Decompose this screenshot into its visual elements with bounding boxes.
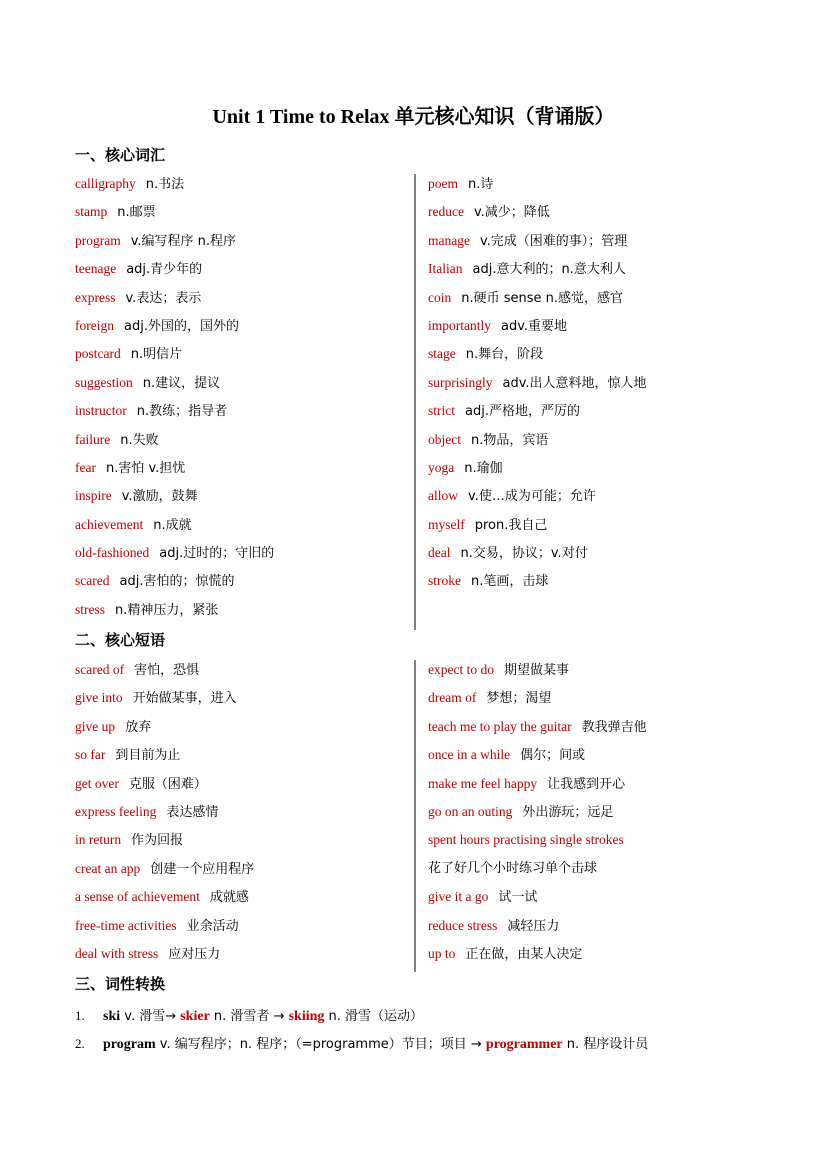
vocab-item	[428, 284, 647, 312]
item-number: 2.	[75, 1036, 85, 1051]
vocab-term: deal	[428, 545, 451, 561]
phrase-item	[428, 656, 647, 684]
vocab-heading: 一、核心词汇	[75, 146, 166, 164]
phrase-meaning: 创建一个应用程序	[150, 861, 255, 877]
vocab-term: strict	[428, 403, 455, 419]
phrase-meaning: 害怕，恐惧	[134, 663, 200, 678]
vocab-divider	[414, 174, 416, 630]
vocab-item	[428, 567, 647, 595]
phrase-item	[428, 741, 647, 769]
phrase-term: free-time activities	[75, 917, 177, 933]
vocab-item	[428, 426, 647, 454]
vocab-term: foreign	[75, 317, 114, 333]
vocab-meaning: n.害怕 v.担忧	[105, 460, 186, 476]
base-word: ski	[103, 1009, 121, 1024]
vocab-term: achievement	[75, 516, 144, 532]
vocab-term: instructor	[75, 403, 127, 419]
phrase-term: spent hours practising single strokes	[428, 832, 624, 848]
vocab-term: surprisingly	[428, 374, 493, 390]
page-title: Unit 1 Time to Relax 单元核心知识（背诵版）	[212, 106, 615, 128]
vocab-term: stamp	[75, 204, 108, 220]
vocab-term: stage	[428, 346, 456, 362]
definition: n. 滑雪者 →	[209, 1009, 289, 1024]
vocab-item	[428, 227, 647, 255]
definition: v. 编写程序；n. 程序；（=programme）节目；项目 →	[155, 1037, 486, 1052]
definition: v. 滑雪→	[120, 1009, 181, 1024]
vocab-item	[75, 284, 274, 312]
vocab-term: calligraphy	[75, 176, 136, 191]
phrase-term: teach me to play the guitar	[428, 718, 572, 734]
vocab-item	[75, 198, 274, 226]
vocab-left-column	[75, 170, 274, 624]
vocab-item	[75, 340, 274, 368]
phrase-heading: 二、核心短语	[75, 631, 166, 649]
vocab-right-column	[428, 170, 647, 596]
phrase-term: give it a go	[428, 889, 489, 905]
phrase-item	[75, 656, 254, 684]
word-form-item	[75, 1033, 648, 1053]
vocab-item	[75, 227, 274, 255]
vocab-meaning: v.编写程序 n.程序	[130, 233, 237, 249]
phrase-meaning: 外出游玩；远足	[522, 804, 614, 820]
vocab-meaning: n.失败	[120, 432, 159, 448]
phrase-item	[428, 883, 647, 911]
vocab-term: myself	[428, 516, 465, 532]
vocab-meaning: adv.重要地	[501, 318, 568, 334]
vocab-meaning: adj.过时的；守旧的	[159, 546, 275, 562]
vocab-term: failure	[75, 431, 111, 447]
vocab-term: express	[75, 289, 116, 305]
phrase-item	[428, 940, 647, 968]
phrase-divider	[414, 660, 416, 972]
vocab-term: Italian	[428, 261, 463, 277]
phrase-item	[75, 883, 254, 911]
phrase-term: scared of	[75, 662, 125, 677]
phrase-item	[75, 684, 254, 712]
phrase-term: give into	[75, 690, 123, 706]
phrase-term: go on an outing	[428, 803, 513, 819]
vocab-term: manage	[428, 232, 470, 248]
phrase-term: reduce stress	[428, 917, 498, 933]
vocab-item	[75, 482, 274, 510]
vocab-term: program	[75, 232, 121, 248]
vocab-item	[428, 255, 647, 283]
phrase-meaning: 克服（困难）	[128, 776, 207, 792]
vocab-term: suggestion	[75, 374, 133, 390]
vocab-item	[428, 511, 647, 539]
vocab-item	[75, 596, 274, 624]
vocab-meaning: adj.青少年的	[126, 262, 203, 278]
vocab-item	[428, 482, 647, 510]
item-number: 1.	[75, 1008, 85, 1023]
phrase-term: get over	[75, 775, 119, 791]
vocab-meaning: v.激励，鼓舞	[121, 489, 198, 505]
vocab-meaning: adj.严格地，严厉的	[465, 404, 580, 420]
vocab-meaning: n.诗	[468, 177, 494, 192]
vocab-term: fear	[75, 459, 96, 475]
definition: n. 程序设计员	[562, 1037, 649, 1052]
vocab-term: inspire	[75, 488, 112, 504]
vocab-meaning: v.减少；降低	[473, 205, 550, 221]
vocab-item	[428, 369, 647, 397]
phrase-meaning: 放弃	[125, 719, 152, 735]
phrase-term: up to	[428, 945, 456, 961]
vocab-meaning: n.交易，协议；v.对付	[460, 546, 588, 562]
phrase-meaning: 表达感情	[166, 804, 219, 820]
phrase-item	[75, 855, 254, 883]
phrase-item	[428, 855, 647, 883]
phrase-term: expect to do	[428, 662, 494, 677]
vocab-meaning: n.瑜伽	[464, 460, 503, 476]
phrase-meaning: 试一试	[498, 890, 538, 906]
phrase-item	[75, 912, 254, 940]
vocab-meaning: adj.害怕的；惊慌的	[119, 574, 235, 590]
vocab-meaning: n.物品，宾语	[471, 432, 549, 448]
phrase-meaning: 让我感到开心	[547, 776, 626, 792]
vocab-item	[428, 198, 647, 226]
phrase-term: deal with stress	[75, 945, 159, 961]
phrase-meaning: 教我弹吉他	[581, 719, 647, 735]
vocab-meaning: adj.外国的，国外的	[123, 318, 239, 334]
phrase-right-column	[428, 656, 647, 968]
phrase-item	[75, 940, 254, 968]
phrase-meaning: 成就感	[209, 890, 249, 906]
vocab-term: yoga	[428, 459, 455, 475]
vocab-item	[75, 454, 274, 482]
derived-word: programmer	[485, 1037, 563, 1052]
vocab-meaning: adj.意大利的；n.意大利人	[472, 262, 626, 278]
phrase-meaning: 开始做某事，进入	[132, 691, 237, 707]
vocab-item	[75, 170, 274, 198]
phrase-item	[428, 826, 647, 854]
phrase-meaning: 正在做，由某人决定	[465, 946, 583, 962]
derived-word: skiing	[288, 1009, 325, 1024]
vocab-item	[428, 312, 647, 340]
phrase-item	[428, 684, 647, 712]
phrase-term: creat an app	[75, 860, 141, 876]
word-form-item	[75, 1005, 423, 1025]
vocab-meaning: v.表达；表示	[125, 290, 202, 306]
phrase-term: in return	[75, 832, 122, 848]
phrase-term: once in a while	[428, 747, 511, 763]
phrase-term: so far	[75, 747, 106, 763]
vocab-term: allow	[428, 488, 458, 504]
vocab-term: scared	[75, 573, 110, 589]
vocab-item	[428, 397, 647, 425]
morph-heading: 三、词性转换	[75, 975, 166, 993]
vocab-term: importantly	[428, 317, 491, 333]
phrase-item	[428, 713, 647, 741]
vocab-meaning: n.建议，提议	[142, 375, 221, 391]
phrase-item	[428, 798, 647, 826]
phrase-meaning: 偶尔；间或	[520, 748, 586, 764]
vocab-item	[75, 369, 274, 397]
vocab-term: object	[428, 431, 461, 447]
vocab-item	[428, 340, 647, 368]
vocab-meaning: adv.出人意料地，惊人地	[502, 375, 647, 391]
vocab-meaning: n.舞台，阶段	[465, 347, 544, 363]
phrase-item	[75, 713, 254, 741]
vocab-term: stress	[75, 601, 105, 617]
vocab-item	[428, 539, 647, 567]
vocab-meaning: n.教练；指导者	[136, 404, 228, 420]
phrase-item	[428, 912, 647, 940]
phrase-meaning: 梦想；渴望	[486, 691, 552, 707]
phrase-term: give up	[75, 718, 116, 734]
vocab-meaning: pron.我自己	[474, 517, 548, 533]
phrase-meaning: 减轻压力	[507, 918, 560, 934]
vocab-meaning: n.明信片	[130, 347, 183, 363]
definition: n. 滑雪（运动）	[324, 1009, 424, 1024]
vocab-item	[75, 426, 274, 454]
vocab-item	[428, 170, 647, 198]
phrase-meaning: 作为回报	[131, 833, 184, 849]
vocab-item	[75, 567, 274, 595]
vocab-term: old-fashioned	[75, 545, 150, 561]
vocab-meaning: v.使…成为可能；允许	[468, 489, 596, 505]
vocab-term: postcard	[75, 346, 121, 362]
derived-word: skier	[180, 1009, 210, 1024]
vocab-meaning: n.硬币 sense n.感觉，感官	[461, 290, 624, 306]
phrase-meaning: 到目前为止	[115, 748, 181, 764]
vocab-item	[75, 312, 274, 340]
phrase-meaning: 应对压力	[168, 946, 221, 962]
vocab-item	[428, 454, 647, 482]
phrase-item	[428, 770, 647, 798]
phrase-left-column	[75, 656, 254, 968]
vocab-term: teenage	[75, 261, 117, 277]
phrase-meaning: 业余活动	[186, 918, 239, 934]
phrase-item	[75, 798, 254, 826]
vocab-meaning: n.笔画，击球	[471, 574, 549, 590]
phrase-item	[75, 826, 254, 854]
vocab-item	[75, 539, 274, 567]
vocab-item	[75, 511, 274, 539]
phrase-item	[75, 741, 254, 769]
vocab-term: poem	[428, 176, 458, 191]
vocab-meaning: n.邮票	[117, 205, 156, 221]
vocab-term: stroke	[428, 573, 461, 589]
phrase-term: a sense of achievement	[75, 889, 200, 905]
phrase-meaning: 期望做某事	[503, 663, 569, 678]
phrase-item	[75, 770, 254, 798]
base-word: program	[103, 1037, 156, 1052]
vocab-term: coin	[428, 289, 452, 305]
vocab-term: reduce	[428, 204, 464, 220]
vocab-item	[75, 397, 274, 425]
phrase-term: express feeling	[75, 803, 157, 819]
phrase-term: dream of	[428, 690, 477, 706]
vocab-meaning: n.书法	[145, 177, 185, 192]
phrase-term: make me feel happy	[428, 775, 538, 791]
vocab-item	[75, 255, 274, 283]
phrase-meaning: 花了好几个小时练习单个击球	[428, 860, 598, 876]
vocab-meaning: v.完成（困难的事）；管理	[479, 233, 628, 249]
vocab-meaning: n.成就	[153, 517, 192, 533]
vocab-meaning: n.精神压力，紧张	[115, 602, 219, 618]
